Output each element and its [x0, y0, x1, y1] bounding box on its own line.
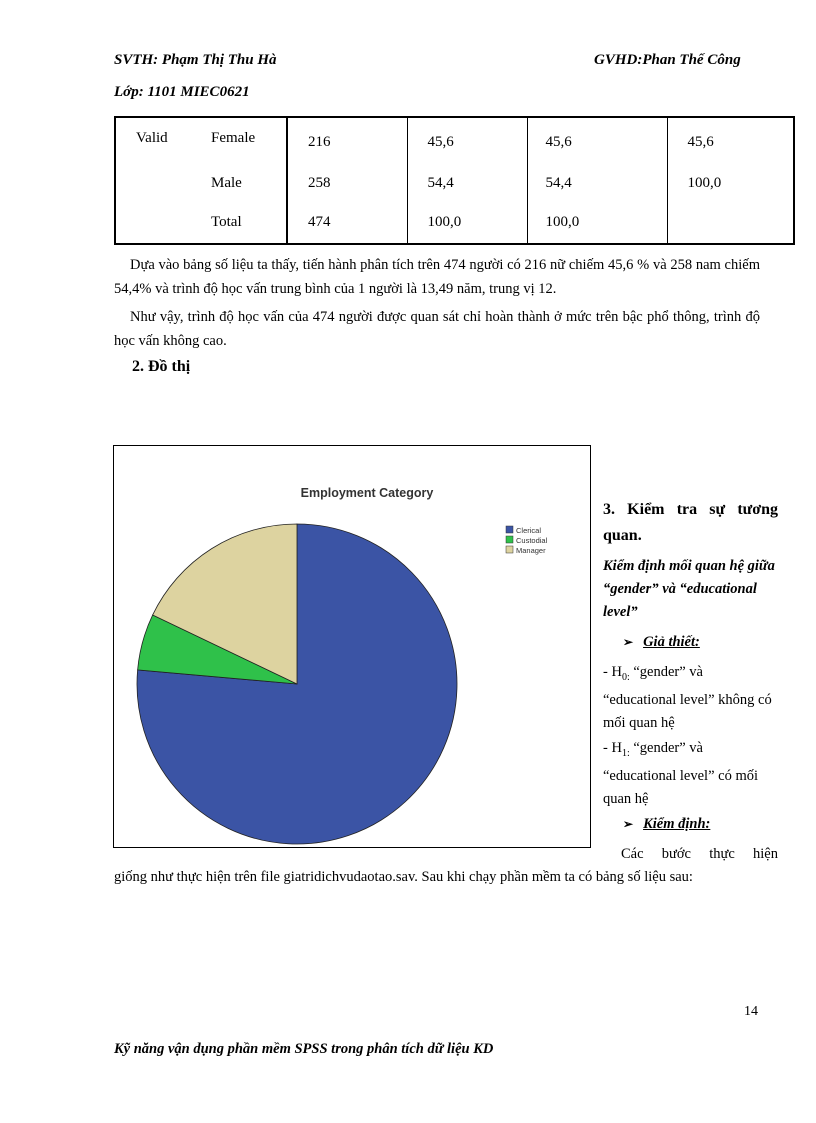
student-name: SVTH: Phạm Thị Thu Hà	[114, 52, 277, 68]
table-row	[115, 201, 794, 244]
legend-swatch	[506, 546, 513, 553]
test-subtitle: Kiểm định mối quan hệ giữa “gender” và “educational level”	[603, 558, 775, 620]
h1-subscript: 1:	[621, 747, 630, 759]
table-cell: 216	[287, 117, 407, 161]
chart-frame	[113, 445, 591, 848]
table-cell	[115, 161, 211, 201]
arrow-bullet-icon: ➢	[623, 817, 634, 831]
table-row	[115, 117, 794, 161]
paragraph-summary: Dựa vào bảng số liệu ta thấy, tiến hành phân tích trên 474 người có 216 nữ chiếm 45,6 % và 258 nam chiếm 54,4% và trình độ học vấn trung bình của 1 người là 13,49 năm, trung vị 12.	[114, 257, 760, 297]
table-cell: 54,4	[527, 161, 667, 201]
paragraph-conclusion: Như vậy, trình độ học vấn của 474 người được quan sát chỉ hoàn thành ở mức trên bậc phổ thông, trình độ học vấn không cao.	[114, 309, 760, 349]
steps-text-span: Các bước thực hiện	[621, 846, 778, 862]
hypothesis-text: Giả thiết:	[643, 634, 700, 650]
h1-statement	[603, 737, 778, 811]
h0-text: “gender” và “educational level” không có mối quan hệ	[603, 664, 772, 731]
table-cell: 258	[287, 161, 407, 201]
table-cell: 45,6	[407, 117, 527, 161]
paragraph-procedure: giống như thực hiện trên file giatridichvudaotao.sav. Sau khi chạy phần mềm ta có bảng số liệu sau:	[114, 869, 693, 885]
frequency-table	[114, 116, 795, 245]
table-cell: Female	[211, 117, 287, 161]
table-cell: 474	[287, 201, 407, 244]
table-cell: 45,6	[667, 117, 794, 161]
hypothesis-label	[623, 631, 798, 654]
table-cell: 100,0	[667, 161, 794, 201]
section-heading-chart: 2. Đồ thị	[132, 358, 191, 375]
chart-title: Employment Category	[300, 486, 434, 500]
h1-prefix: - H	[603, 740, 622, 756]
advisor-name: GVHD:Phan Thế Công	[594, 52, 741, 68]
legend-label: Manager	[516, 546, 546, 555]
h0-statement	[603, 661, 778, 735]
chart-legend	[506, 526, 548, 555]
legend-label: Custodial	[516, 536, 548, 545]
table-cell	[115, 201, 211, 244]
h0-prefix: - H	[603, 664, 622, 680]
page-number: 14	[744, 1004, 758, 1019]
table-cell	[667, 201, 794, 244]
table-cell: 100,0	[527, 201, 667, 244]
footer-course-title: Kỹ năng vận dụng phần mềm SPSS trong phân tích dữ liệu KD	[114, 1041, 494, 1057]
steps-text	[603, 843, 778, 866]
section-heading-correlation	[603, 497, 778, 549]
table-cell: Male	[211, 161, 287, 201]
table-row	[115, 161, 794, 201]
class-code: Lớp: 1101 MIEC0621	[114, 84, 250, 100]
h1-text: “gender” và “educational level” có mối quan hệ	[603, 740, 758, 807]
legend-swatch	[506, 536, 513, 543]
h0-subscript: 0:	[621, 671, 630, 683]
arrow-bullet-icon: ➢	[623, 635, 634, 649]
table-cell: 45,6	[527, 117, 667, 161]
test-text: Kiểm định:	[643, 816, 711, 832]
test-label	[623, 813, 798, 836]
pie-chart	[114, 446, 590, 847]
legend-label: Clerical	[516, 526, 542, 535]
table-cell: 54,4	[407, 161, 527, 201]
section-heading-text: 3. Kiểm tra sự tương quan.	[603, 501, 778, 544]
pie-slices	[137, 524, 457, 844]
table-cell: Total	[211, 201, 287, 244]
table-cell: 100,0	[407, 201, 527, 244]
legend-swatch	[506, 526, 513, 533]
table-cell: Valid	[115, 117, 211, 161]
